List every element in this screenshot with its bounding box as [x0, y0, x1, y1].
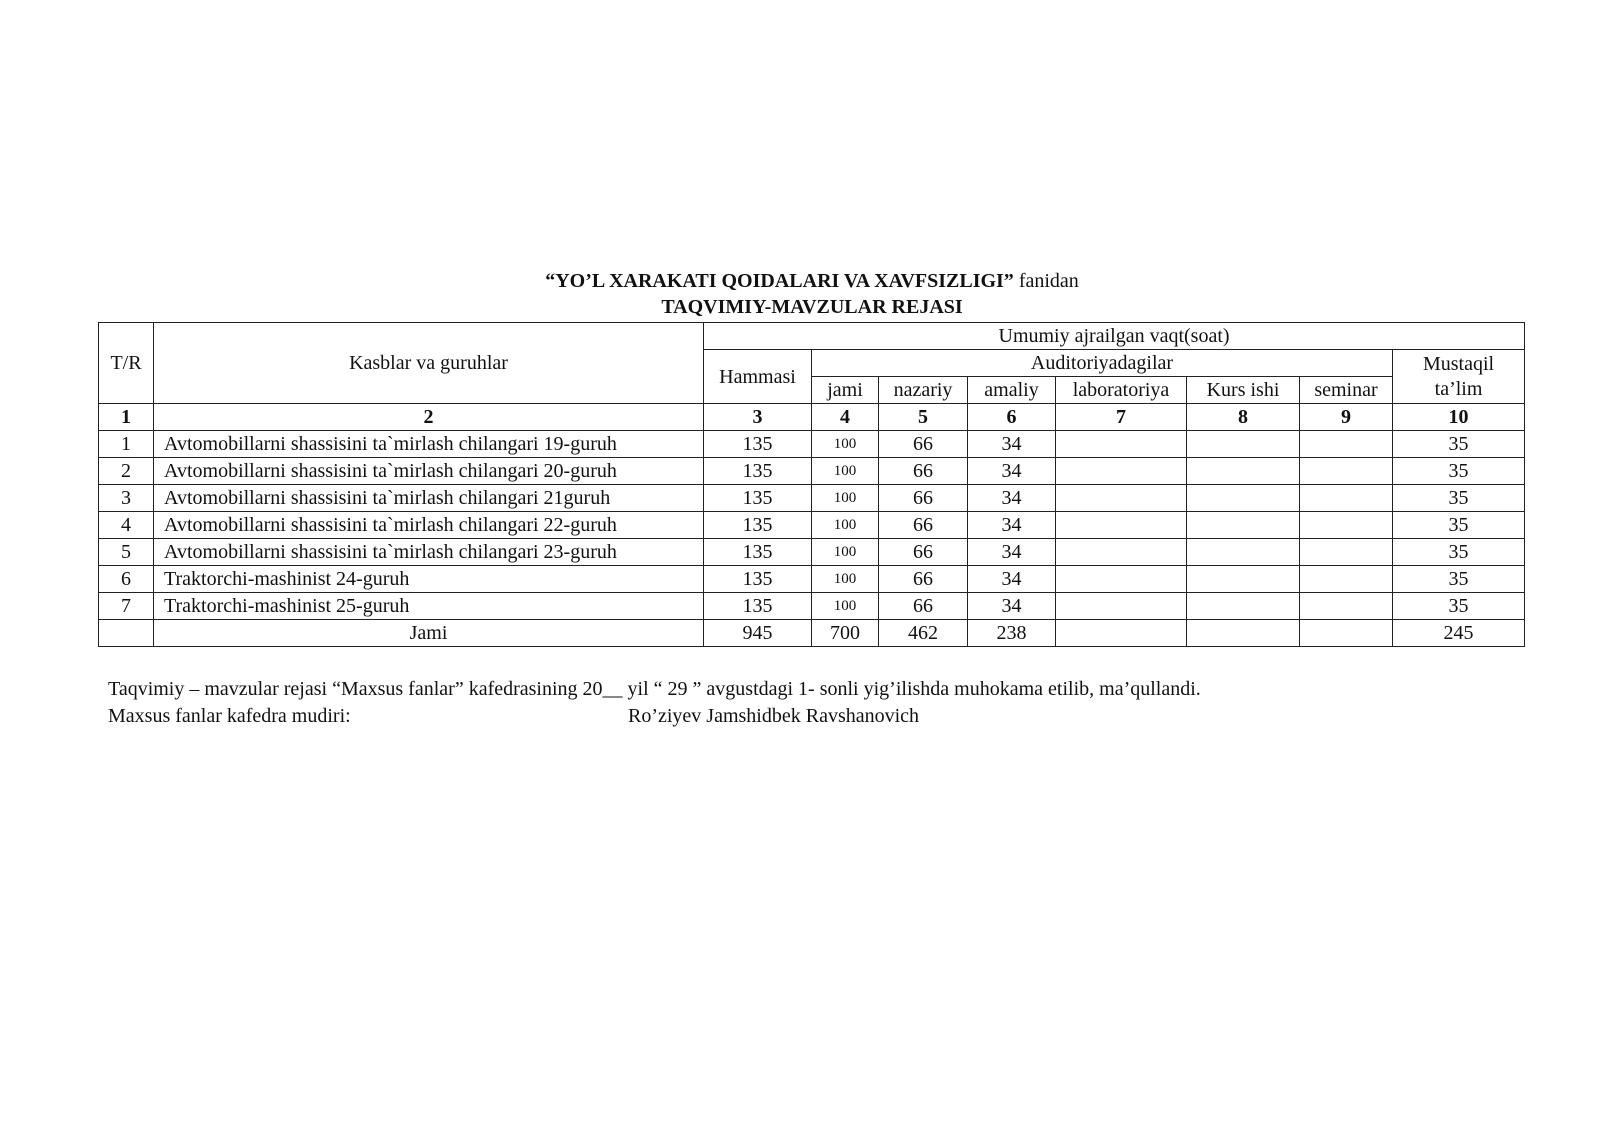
table-row	[99, 458, 1525, 485]
row-jami: 100	[812, 431, 879, 458]
row-kurs-ishi	[1187, 566, 1300, 593]
row-hammasi: 135	[704, 485, 812, 512]
header-kurs-ishi: Kurs ishi	[1187, 377, 1300, 404]
column-number: 10	[1393, 404, 1525, 431]
row-jami: 100	[812, 458, 879, 485]
column-number: 9	[1300, 404, 1393, 431]
row-seminar	[1300, 485, 1393, 512]
row-group-name: Avtomobillarni shassisini ta`mirlash chilangari 19-guruh	[154, 431, 704, 458]
row-mustaqil: 35	[1393, 539, 1525, 566]
row-amaliy: 34	[968, 539, 1056, 566]
column-number: 2	[154, 404, 704, 431]
header-jami: jami	[812, 377, 879, 404]
table-row	[99, 566, 1525, 593]
row-number: 6	[99, 566, 154, 593]
header-nazariy: nazariy	[879, 377, 968, 404]
header-mustaqil-line-1: Mustaqil	[1422, 352, 1495, 375]
row-mustaqil: 35	[1393, 458, 1525, 485]
header-laboratoriya: laboratoriya	[1056, 377, 1187, 404]
header-seminar: seminar	[1300, 377, 1393, 404]
header-mustaqil	[1393, 350, 1525, 404]
row-mustaqil: 35	[1393, 431, 1525, 458]
total-empty-cell	[99, 620, 154, 647]
row-laboratoriya	[1056, 458, 1187, 485]
approval-note: Taqvimiy – mavzular rejasi “Maxsus fanlar” kafedrasining 20__ yil “ 29 ” avgustdagi 1- sonli yig’ilishda muhokama etilib, ma’qullandi.	[108, 678, 1201, 700]
row-kurs-ishi	[1187, 458, 1300, 485]
total-amaliy: 238	[968, 620, 1056, 647]
row-hammasi: 135	[704, 431, 812, 458]
row-hammasi: 135	[704, 566, 812, 593]
row-mustaqil: 35	[1393, 593, 1525, 620]
row-nazariy: 66	[879, 539, 968, 566]
department-head-name: Ro’ziyev Jamshidbek Ravshanovich	[628, 705, 920, 727]
total-row	[99, 620, 1525, 647]
total-label: Jami	[154, 620, 704, 647]
plan-table	[98, 322, 1525, 647]
row-seminar	[1300, 539, 1393, 566]
title-line-1	[98, 268, 1526, 294]
column-number: 1	[99, 404, 154, 431]
row-laboratoriya	[1056, 431, 1187, 458]
row-jami: 100	[812, 485, 879, 512]
row-nazariy: 66	[879, 566, 968, 593]
document-title	[98, 268, 1526, 320]
table-row	[99, 539, 1525, 566]
column-number: 8	[1187, 404, 1300, 431]
header-amaliy: amaliy	[968, 377, 1056, 404]
row-group-name: Avtomobillarni shassisini ta`mirlash chilangari 23-guruh	[154, 539, 704, 566]
row-amaliy: 34	[968, 458, 1056, 485]
row-hammasi: 135	[704, 593, 812, 620]
row-amaliy: 34	[968, 512, 1056, 539]
column-number-row	[99, 404, 1525, 431]
row-nazariy: 66	[879, 431, 968, 458]
total-laboratoriya	[1056, 620, 1187, 647]
total-hammasi: 945	[704, 620, 812, 647]
row-jami: 100	[812, 593, 879, 620]
header-tr: T/R	[99, 323, 154, 404]
header-hammasi: Hammasi	[704, 350, 812, 404]
column-number: 5	[879, 404, 968, 431]
row-group-name: Avtomobillarni shassisini ta`mirlash chilangari 21guruh	[154, 485, 704, 512]
row-number: 4	[99, 512, 154, 539]
signature-line	[108, 703, 1528, 730]
row-kurs-ishi	[1187, 593, 1300, 620]
row-amaliy: 34	[968, 566, 1056, 593]
row-seminar	[1300, 512, 1393, 539]
row-hammasi: 135	[704, 539, 812, 566]
row-amaliy: 34	[968, 593, 1056, 620]
row-hammasi: 135	[704, 458, 812, 485]
header-row-1	[99, 323, 1525, 350]
column-number: 3	[704, 404, 812, 431]
row-number: 1	[99, 431, 154, 458]
row-kurs-ishi	[1187, 485, 1300, 512]
table-row	[99, 485, 1525, 512]
column-number: 4	[812, 404, 879, 431]
row-seminar	[1300, 593, 1393, 620]
subject-name: “YO’L XARAKATI QOIDALARI VA XAVFSIZLIGI”	[545, 270, 1014, 292]
total-mustaqil: 245	[1393, 620, 1525, 647]
total-jami: 700	[812, 620, 879, 647]
row-laboratoriya	[1056, 512, 1187, 539]
column-number: 7	[1056, 404, 1187, 431]
row-seminar	[1300, 431, 1393, 458]
row-jami: 100	[812, 566, 879, 593]
row-group-name: Avtomobillarni shassisini ta`mirlash chilangari 22-guruh	[154, 512, 704, 539]
header-mustaqil-line-2: ta’lim	[1434, 377, 1483, 400]
row-group-name: Avtomobillarni shassisini ta`mirlash chilangari 20-guruh	[154, 458, 704, 485]
subject-suffix: fanidan	[1018, 270, 1079, 292]
row-number: 3	[99, 485, 154, 512]
header-groups: Kasblar va guruhlar	[154, 323, 704, 404]
total-nazariy: 462	[879, 620, 968, 647]
table-row	[99, 431, 1525, 458]
row-laboratoriya	[1056, 566, 1187, 593]
column-number: 6	[968, 404, 1056, 431]
row-kurs-ishi	[1187, 431, 1300, 458]
row-laboratoriya	[1056, 539, 1187, 566]
row-mustaqil: 35	[1393, 512, 1525, 539]
row-jami: 100	[812, 512, 879, 539]
row-number: 7	[99, 593, 154, 620]
row-mustaqil: 35	[1393, 485, 1525, 512]
row-number: 5	[99, 539, 154, 566]
row-laboratoriya	[1056, 485, 1187, 512]
row-nazariy: 66	[879, 458, 968, 485]
row-nazariy: 66	[879, 512, 968, 539]
row-group-name: Traktorchi-mashinist 25-guruh	[154, 593, 704, 620]
row-seminar	[1300, 566, 1393, 593]
table-row	[99, 593, 1525, 620]
row-nazariy: 66	[879, 485, 968, 512]
row-hammasi: 135	[704, 512, 812, 539]
row-seminar	[1300, 458, 1393, 485]
row-nazariy: 66	[879, 593, 968, 620]
row-kurs-ishi	[1187, 539, 1300, 566]
total-kurs-ishi	[1187, 620, 1300, 647]
row-group-name: Traktorchi-mashinist 24-guruh	[154, 566, 704, 593]
row-number: 2	[99, 458, 154, 485]
department-head-label: Maxsus fanlar kafedra mudiri:	[108, 705, 351, 727]
row-amaliy: 34	[968, 485, 1056, 512]
row-jami: 100	[812, 539, 879, 566]
footer	[108, 676, 1528, 730]
total-seminar	[1300, 620, 1393, 647]
plan-title: TAQVIMIY-MAVZULAR REJASI	[661, 296, 963, 318]
header-total-time: Umumiy ajrailgan vaqt(soat)	[704, 323, 1525, 350]
table-row	[99, 512, 1525, 539]
header-auditoriya: Auditoriyadagilar	[812, 350, 1393, 377]
row-amaliy: 34	[968, 431, 1056, 458]
row-laboratoriya	[1056, 593, 1187, 620]
row-kurs-ishi	[1187, 512, 1300, 539]
title-line-2	[98, 294, 1526, 320]
row-mustaqil: 35	[1393, 566, 1525, 593]
